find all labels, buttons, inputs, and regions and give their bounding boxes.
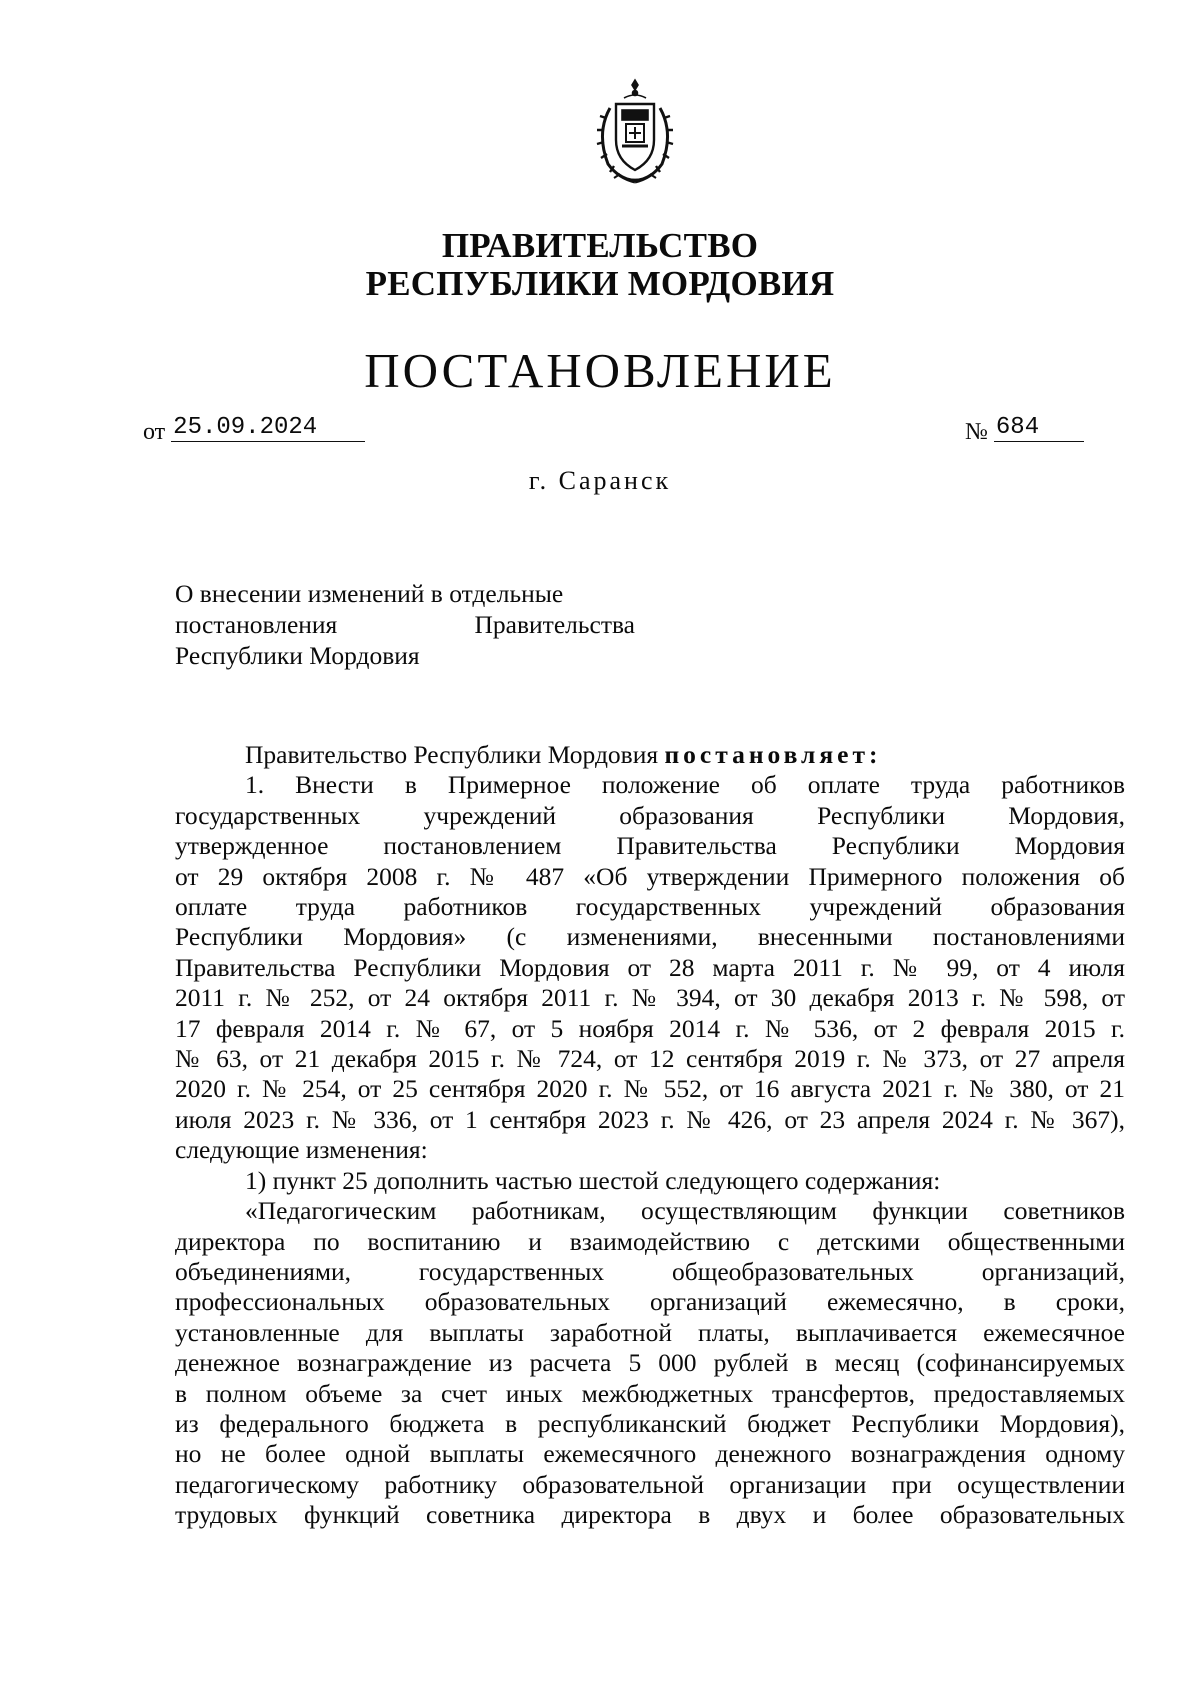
body-line: педагогическому работнику образовательной организации при осуществлении xyxy=(175,1469,1125,1499)
body-line: из федерального бюджета в республиканский бюджет Республики Мордовия), xyxy=(175,1408,1125,1438)
body-line: утвержденное постановлением Правительства Республики Мордовия xyxy=(175,831,1125,861)
body-line: директора по воспитанию и взаимодействию с детскими общественными xyxy=(175,1226,1125,1256)
body-line: 2011 г. № 252, от 24 октября 2011 г. № 394, от 30 декабря 2013 г. № 598, от xyxy=(175,983,1125,1013)
body-line: следующие изменения: xyxy=(175,1135,428,1165)
subject-line-1: О внесении изменений в отдельные xyxy=(175,579,564,608)
city-line: г. Саранск xyxy=(528,466,672,495)
subject-line-2b: Правительства xyxy=(474,610,635,639)
body-line: № 63, от 21 декабря 2015 г. № 724, от 12 сентября 2019 г. № 373, от 27 апреля xyxy=(175,1044,1125,1074)
body-line: установленные для выплаты заработной платы, выплачивается ежемесячное xyxy=(175,1317,1125,1347)
body-line: 2020 г. № 254, от 25 сентября 2020 г. № 552, от 16 августа 2021 г. № 380, от 21 xyxy=(175,1074,1125,1104)
body-line: профессиональных образовательных организаций ежемесячно, в сроки, xyxy=(175,1287,1125,1317)
document-type-title: ПОСТАНОВЛЕНИЕ xyxy=(364,343,836,398)
org-title-line1: ПРАВИТЕЛЬСТВО xyxy=(441,226,759,265)
document-body xyxy=(175,740,1125,1531)
subject-line-3: Республики Мордовия xyxy=(175,641,420,670)
number-prefix: № xyxy=(965,419,988,445)
body-line: в полном объеме за счет иных межбюджетных трансфертов, предоставляемых xyxy=(175,1378,1125,1408)
body-line: «Педагогическим работникам, осуществляющим функции советников xyxy=(245,1196,1125,1226)
subject-heading xyxy=(175,578,635,671)
body-line: трудовых функций советника директора в двух и более образовательных xyxy=(175,1500,1125,1530)
org-title-line2: РЕСПУБЛИКИ МОРДОВИЯ xyxy=(365,264,835,303)
date-prefix: от xyxy=(143,419,166,445)
body-line: государственных учреждений образования Республики Мордовия, xyxy=(175,800,1125,830)
intro-plain: Правительство Республики Мордовия xyxy=(245,740,665,769)
body-line: 1. Внести в Примерное положение об оплате труда работников xyxy=(245,770,1125,800)
body-line: оплате труда работников государственных учреждений образования xyxy=(175,892,1125,922)
body-line: 17 февраля 2014 г. № 67, от 5 ноября 2014 г. № 536, от 2 февраля 2015 г. xyxy=(175,1013,1125,1043)
subject-line-2a: постановления xyxy=(175,610,338,639)
date-field xyxy=(143,414,365,448)
body-line: июля 2023 г. № 336, от 1 сентября 2023 г. № 426, от 23 апреля 2024 г. № 367), xyxy=(175,1104,1125,1134)
intro-line xyxy=(175,740,1125,770)
date-value: 25.09.2024 xyxy=(171,415,365,442)
number-field xyxy=(965,414,1084,448)
subject-line-2 xyxy=(175,609,635,640)
body-line: Республики Мордовия» (с изменениями, внесенными постановлениями xyxy=(175,922,1125,952)
coat-of-arms-icon xyxy=(588,78,682,188)
body-line: но не более одной выплаты ежемесячного денежного вознаграждения одному xyxy=(175,1439,1125,1469)
number-value: 684 xyxy=(994,415,1084,442)
body-line: денежное вознаграждение из расчета 5 000 рублей в месяц (софинансируемых xyxy=(175,1348,1125,1378)
body-line: от 29 октября 2008 г. № 487 «Об утверждении Примерного положения об xyxy=(175,861,1125,891)
body-line: 1) пункт 25 дополнить частью шестой следующего содержания: xyxy=(245,1165,941,1195)
body-line: объединениями, государственных общеобразовательных организаций, xyxy=(175,1256,1125,1286)
body-line: Правительства Республики Мордовия от 28 марта 2011 г. № 99, от 4 июля xyxy=(175,952,1125,982)
intro-spaced: постановляет: xyxy=(664,740,882,769)
